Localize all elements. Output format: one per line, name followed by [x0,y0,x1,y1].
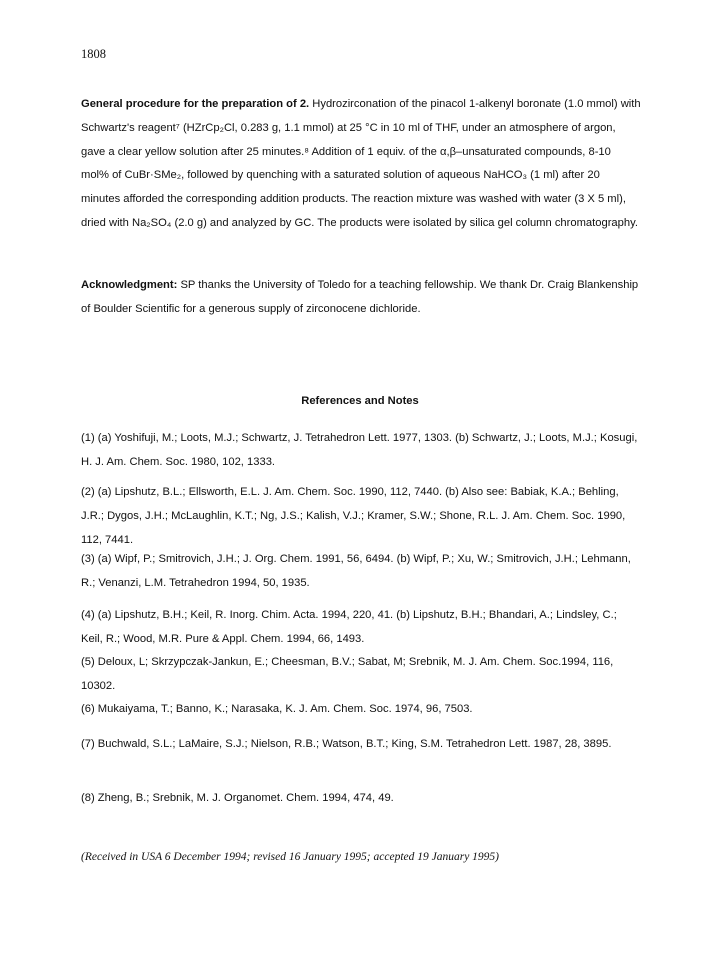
reference-7: (7) Buchwald, S.L.; LaMaire, S.J.; Nielson, R.B.; Watson, B.T.; King, S.M. Tetrahedron Lett. 1987, 28, 3895. [81,738,612,750]
reference-5: (5) Deloux, L; Skrzypczak-Jankun, E.; Cheesman, B.V.; Sabat, M; Srebnik, M. J. Am. Chem. Soc.1994, 116, 10302. [81,656,614,692]
reference-4: (4) (a) Lipshutz, B.H.; Keil, R. Inorg. Chim. Acta. 1994, 220, 41. (b) Lipshutz, B.H.; Bhandari, A.; Lindsley, C.; Keil, R.; Wood, M.R. Pure & Appl. Chem. 1994, 66, 1493. [81,609,617,645]
reference-1: (1) (a) Yoshifuji, M.; Loots, M.J.; Schwartz, J. Tetrahedron Lett. 1977, 1303. (b) Schwartz, J.; Loots, M.J.; Kosugi, H. J. Am. Chem. Soc. 1980, 102, 1333. [81,432,638,468]
acknowledgment-paragraph [81,274,641,322]
reference-6: (6) Mukaiyama, T.; Banno, K.; Narasaka, K. J. Am. Chem. Soc. 1974, 96, 7503. [81,703,473,715]
general-procedure-text: Hydrozirconation of the pinacol 1-alkenyl boronate (1.0 mmol) with Schwartz's reagent⁷ (HZrCp₂Cl, 0.283 g, 1.1 mmol) at 25 °C in 10 ml of THF, under an atmosphere of argon, gave a clear yellow solution after 25 minutes.⁸ Addition of 1 equiv. of the α,β–unsaturated compounds, 8-10 mol% of CuBr·SMe₂, followed by quenching with a saturated solution of aqueous NaHCO₃ (1 ml) after 20 minutes afforded the corresponding addition products. The reaction mixture was washed with water (3 X 5 ml), dried with Na₂SO₄ (2.0 g) and analyzed by GC. The products were isolated by silica gel column chromatography. [81,98,641,229]
page-number: 1808 [81,47,106,61]
general-procedure-heading: General procedure for the preparation of 2. [81,98,310,110]
reference-2: (2) (a) Lipshutz, B.L.; Ellsworth, E.L. J. Am. Chem. Soc. 1990, 112, 7440. (b) Also see: Babiak, K.A.; Behling, J.R.; Dygos, J.H.; McLaughlin, K.T.; Ng, J.S.; Kalish, V.J.; Kramer, S.W.; Shone, R.L. J. Am. Chem. Soc. 1990, 112, 7441. [81,486,626,546]
received-dates: (Received in USA 6 December 1994; revised 16 January 1995; accepted 19 January 1995) [81,851,500,863]
references-heading: References and Notes [301,395,419,407]
acknowledgment-heading: Acknowledgment: [81,279,178,291]
general-procedure-paragraph [81,93,641,236]
acknowledgment-text: SP thanks the University of Toledo for a teaching fellowship. We thank Dr. Craig Blankenship of Boulder Scientific for a generous supply of zirconocene dichloride. [81,279,639,315]
reference-3: (3) (a) Wipf, P.; Smitrovich, J.H.; J. Org. Chem. 1991, 56, 6494. (b) Wipf, P.; Xu, W.; Smitrovich, J.H.; Lehmann, R.; Venanzi, L.M. Tetrahedron 1994, 50, 1935. [81,553,631,589]
reference-8: (8) Zheng, B.; Srebnik, M. J. Organomet. Chem. 1994, 474, 49. [81,792,394,804]
